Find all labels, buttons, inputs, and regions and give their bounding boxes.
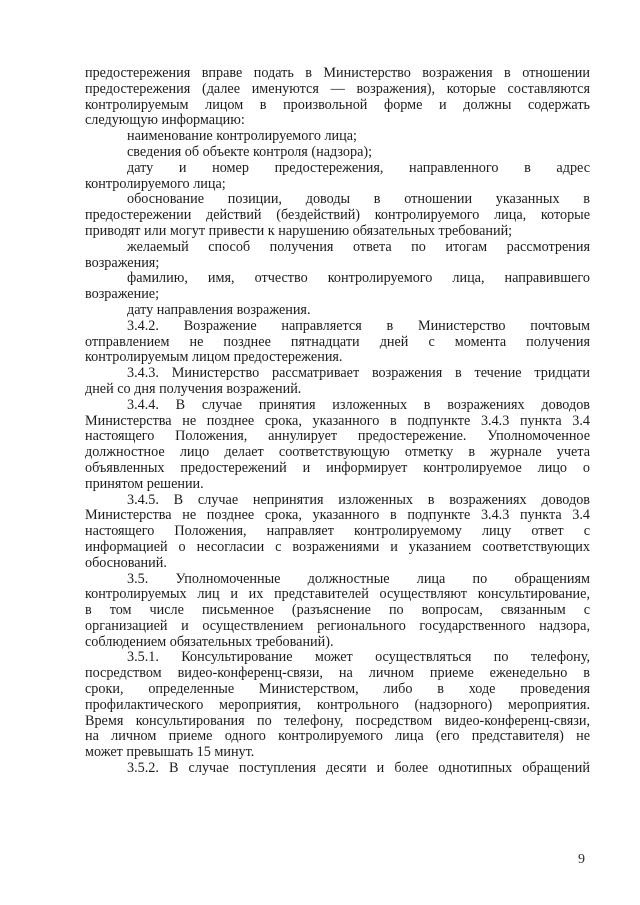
text-line: контролируемым лицом предостережения. xyxy=(85,349,343,366)
text-line: настоящего Положения, аннулирует предостережение. Уполномоченное xyxy=(85,428,590,445)
text-line: возражение; xyxy=(85,286,160,303)
text-line: информацией о несогласии с возражениями и указанием соответствующих xyxy=(85,538,590,555)
text-line: сроки, определенные Министерством, либо в ходе проведения xyxy=(85,681,590,698)
text-line: посредством видео-конференц-связи, на личном приеме еженедельно в xyxy=(85,665,590,682)
text-line: 3.4.5. В случае непринятия изложенных в возражениях доводов xyxy=(127,491,590,508)
text-line: обоснование позиции, доводы в отношении указанных в xyxy=(127,191,590,208)
document-page xyxy=(85,66,590,777)
text-line: приводят или могут привести к нарушению обязательных требований; xyxy=(85,222,513,239)
text-line: Министерства не позднее срока, указанного в подпункте 3.4.3 пункта 3.4 xyxy=(85,507,590,524)
text-line: 3.5.1. Консультирование может осуществляться по телефону, xyxy=(127,649,590,666)
text-line: сведения об объекте контроля (надзора); xyxy=(127,143,373,160)
text-line: может превышать 15 минут. xyxy=(85,744,255,761)
text-line: контролируемых лиц и их представителей осуществляют консультирование, xyxy=(85,586,590,603)
text-line: на личном приеме одного контролируемого лица (его представителя) не xyxy=(85,728,590,745)
text-line: 3.4.2. Возражение направляется в Министерство почтовым xyxy=(127,317,590,334)
page-number: 9 xyxy=(578,852,585,867)
text-line: Время консультирования по телефону, посредством видео-конференц-связи, xyxy=(85,712,590,729)
text-line: дней со дня получения возражений. xyxy=(85,380,302,397)
text-line: обоснований. xyxy=(85,554,167,571)
text-line: объявленных предостережений и информирует контролируемое лицо о xyxy=(85,459,590,476)
text-line: настоящего Положения, направляет контролируемому лицу ответ с xyxy=(85,523,590,540)
text-line: 3.5. Уполномоченные должностные лица по обращениям xyxy=(127,570,590,587)
text-line: дату направления возражения. xyxy=(127,301,311,318)
text-line: 3.4.4. В случае принятия изложенных в возражениях доводов xyxy=(127,396,590,413)
text-line: профилактического мероприятия, контрольного (надзорного) мероприятия. xyxy=(85,696,590,713)
text-line: желаемый способ получения ответа по итогам рассмотрения xyxy=(127,238,590,255)
text-line: следующую информацию: xyxy=(85,112,245,129)
text-line: наименование контролируемого лица; xyxy=(127,128,357,145)
text-line: фамилию, имя, отчество контролируемого лица, направившего xyxy=(127,270,590,287)
text-line: отправлением не позднее пятнадцати дней с момента получения xyxy=(85,333,590,350)
text-line: возражения; xyxy=(85,254,160,271)
text-line: предостережения (далее именуются — возражения), которые составляются xyxy=(85,80,590,97)
text-line: дату и номер предостережения, направленного в адрес xyxy=(127,159,590,176)
text-line: предостережения вправе подать в Министерство возражения в отношении xyxy=(85,65,590,81)
text-line: предостережении действий (бездействий) контролируемого лица, которые xyxy=(85,207,590,224)
text-line: 3.5.2. В случае поступления десяти и более однотипных обращений xyxy=(127,760,590,777)
text-line: должностное лицо делает соответствующую отметку в журнале учета xyxy=(85,444,590,461)
text-line: контролируемого лица; xyxy=(85,175,226,192)
text-line: соблюдением обязательных требований). xyxy=(85,633,334,650)
text-line: Министерства не позднее срока, указанного в подпункте 3.4.3 пункта 3.4 xyxy=(85,412,590,429)
text-line: 3.4.3. Министерство рассматривает возражения в течение тридцати xyxy=(127,365,590,382)
text-line: контролируемым лицом в произвольной форме и должны содержать xyxy=(85,96,590,113)
text-line: организацией и осуществлением регионального государственного надзора, xyxy=(85,617,590,634)
text-line: принятом решении. xyxy=(85,475,204,492)
text-line: в том числе письменное (разъяснение по вопросам, связанным с xyxy=(85,602,590,619)
